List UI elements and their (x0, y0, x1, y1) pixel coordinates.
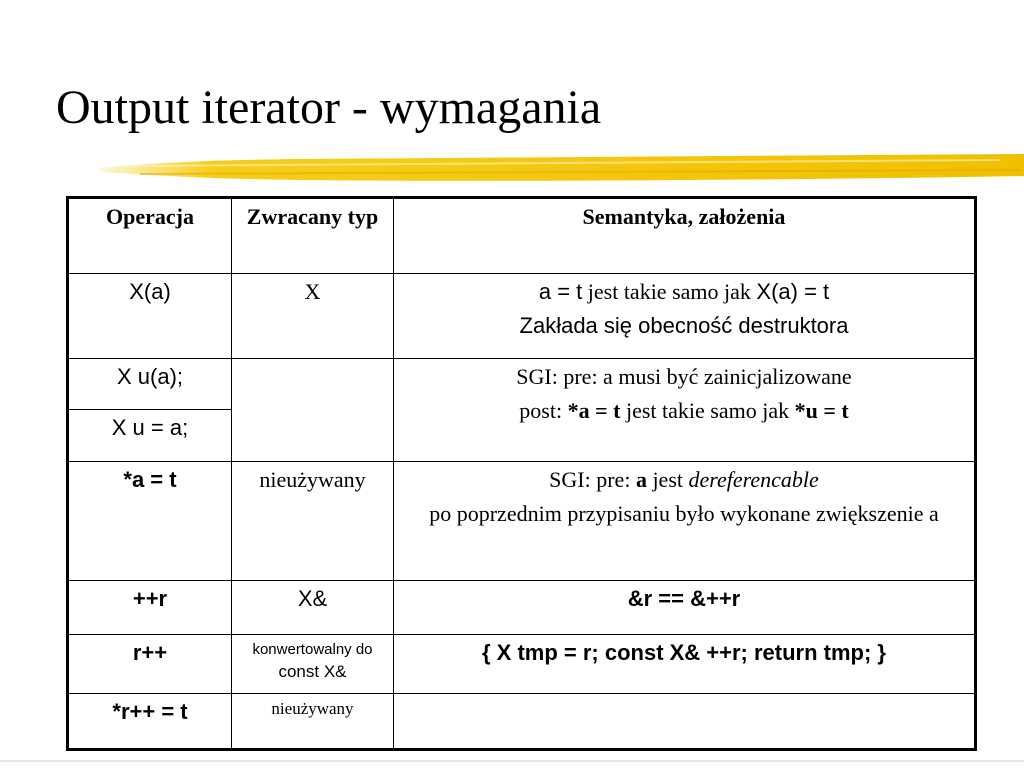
semantics-cell (394, 694, 976, 750)
table-header-row (68, 198, 976, 274)
title-underline-brush (100, 150, 1024, 186)
semantics-text: dereferencable (688, 467, 819, 492)
semantics-text: jest takie samo jak (620, 398, 795, 423)
semantics-cell: { X tmp = r; const X& ++r; return tmp; } (394, 635, 976, 694)
operation-cell: ++r (68, 581, 232, 635)
table-row (68, 359, 976, 410)
table-row (68, 694, 976, 750)
table-row (68, 581, 976, 635)
return-type-cell: X (232, 274, 394, 359)
code-text: a (635, 467, 647, 492)
operation-cell: X(a) (68, 274, 232, 359)
code-text: const X& (278, 662, 347, 681)
operation-cell: *r++ = t (68, 694, 232, 750)
semantics-cell (394, 274, 976, 359)
semantics-text: jest (646, 467, 689, 492)
return-type-cell (232, 359, 394, 462)
slide-title: Output iterator - wymagania (56, 81, 602, 134)
semantics-text: SGI: pre: a musi być zainicjalizowane (516, 364, 852, 389)
semantics-text: post: (519, 398, 568, 423)
code-text: *a = t (567, 398, 621, 423)
operation-cell: *a = t (68, 462, 232, 581)
semantics-cell: &r == &++r (394, 581, 976, 635)
table-row (68, 462, 976, 581)
table-row (68, 274, 976, 359)
return-type-cell: nieużywany (232, 694, 394, 750)
table-row (68, 635, 976, 694)
return-type-cell (232, 635, 394, 694)
return-type-cell: nieużywany (232, 462, 394, 581)
return-type-cell: X& (232, 581, 394, 635)
operation-cell: r++ (68, 635, 232, 694)
header-cell: Zwracany typ (232, 198, 394, 274)
semantics-text: SGI: pre: (549, 467, 636, 492)
semantics-text: Zakłada się obecność destruktora (519, 313, 849, 338)
footer-divider (0, 760, 1024, 762)
code-text: a = t (538, 279, 583, 304)
semantics-text: po poprzednim przypisaniu było wykonane zwiększenie a (429, 501, 939, 526)
header-cell: Semantyka, założenia (394, 198, 976, 274)
header-cell: Operacja (68, 198, 232, 274)
return-type-text: konwertowalny do (252, 641, 373, 658)
semantics-text: jest takie samo jak (582, 279, 757, 304)
requirements-table (66, 196, 977, 751)
operation-cell: X u(a); (68, 359, 232, 410)
code-text: *u = t (794, 398, 849, 423)
operation-cell: X u = a; (68, 410, 232, 462)
semantics-cell (394, 359, 976, 462)
code-text: X(a) = t (756, 279, 830, 304)
semantics-cell (394, 462, 976, 581)
